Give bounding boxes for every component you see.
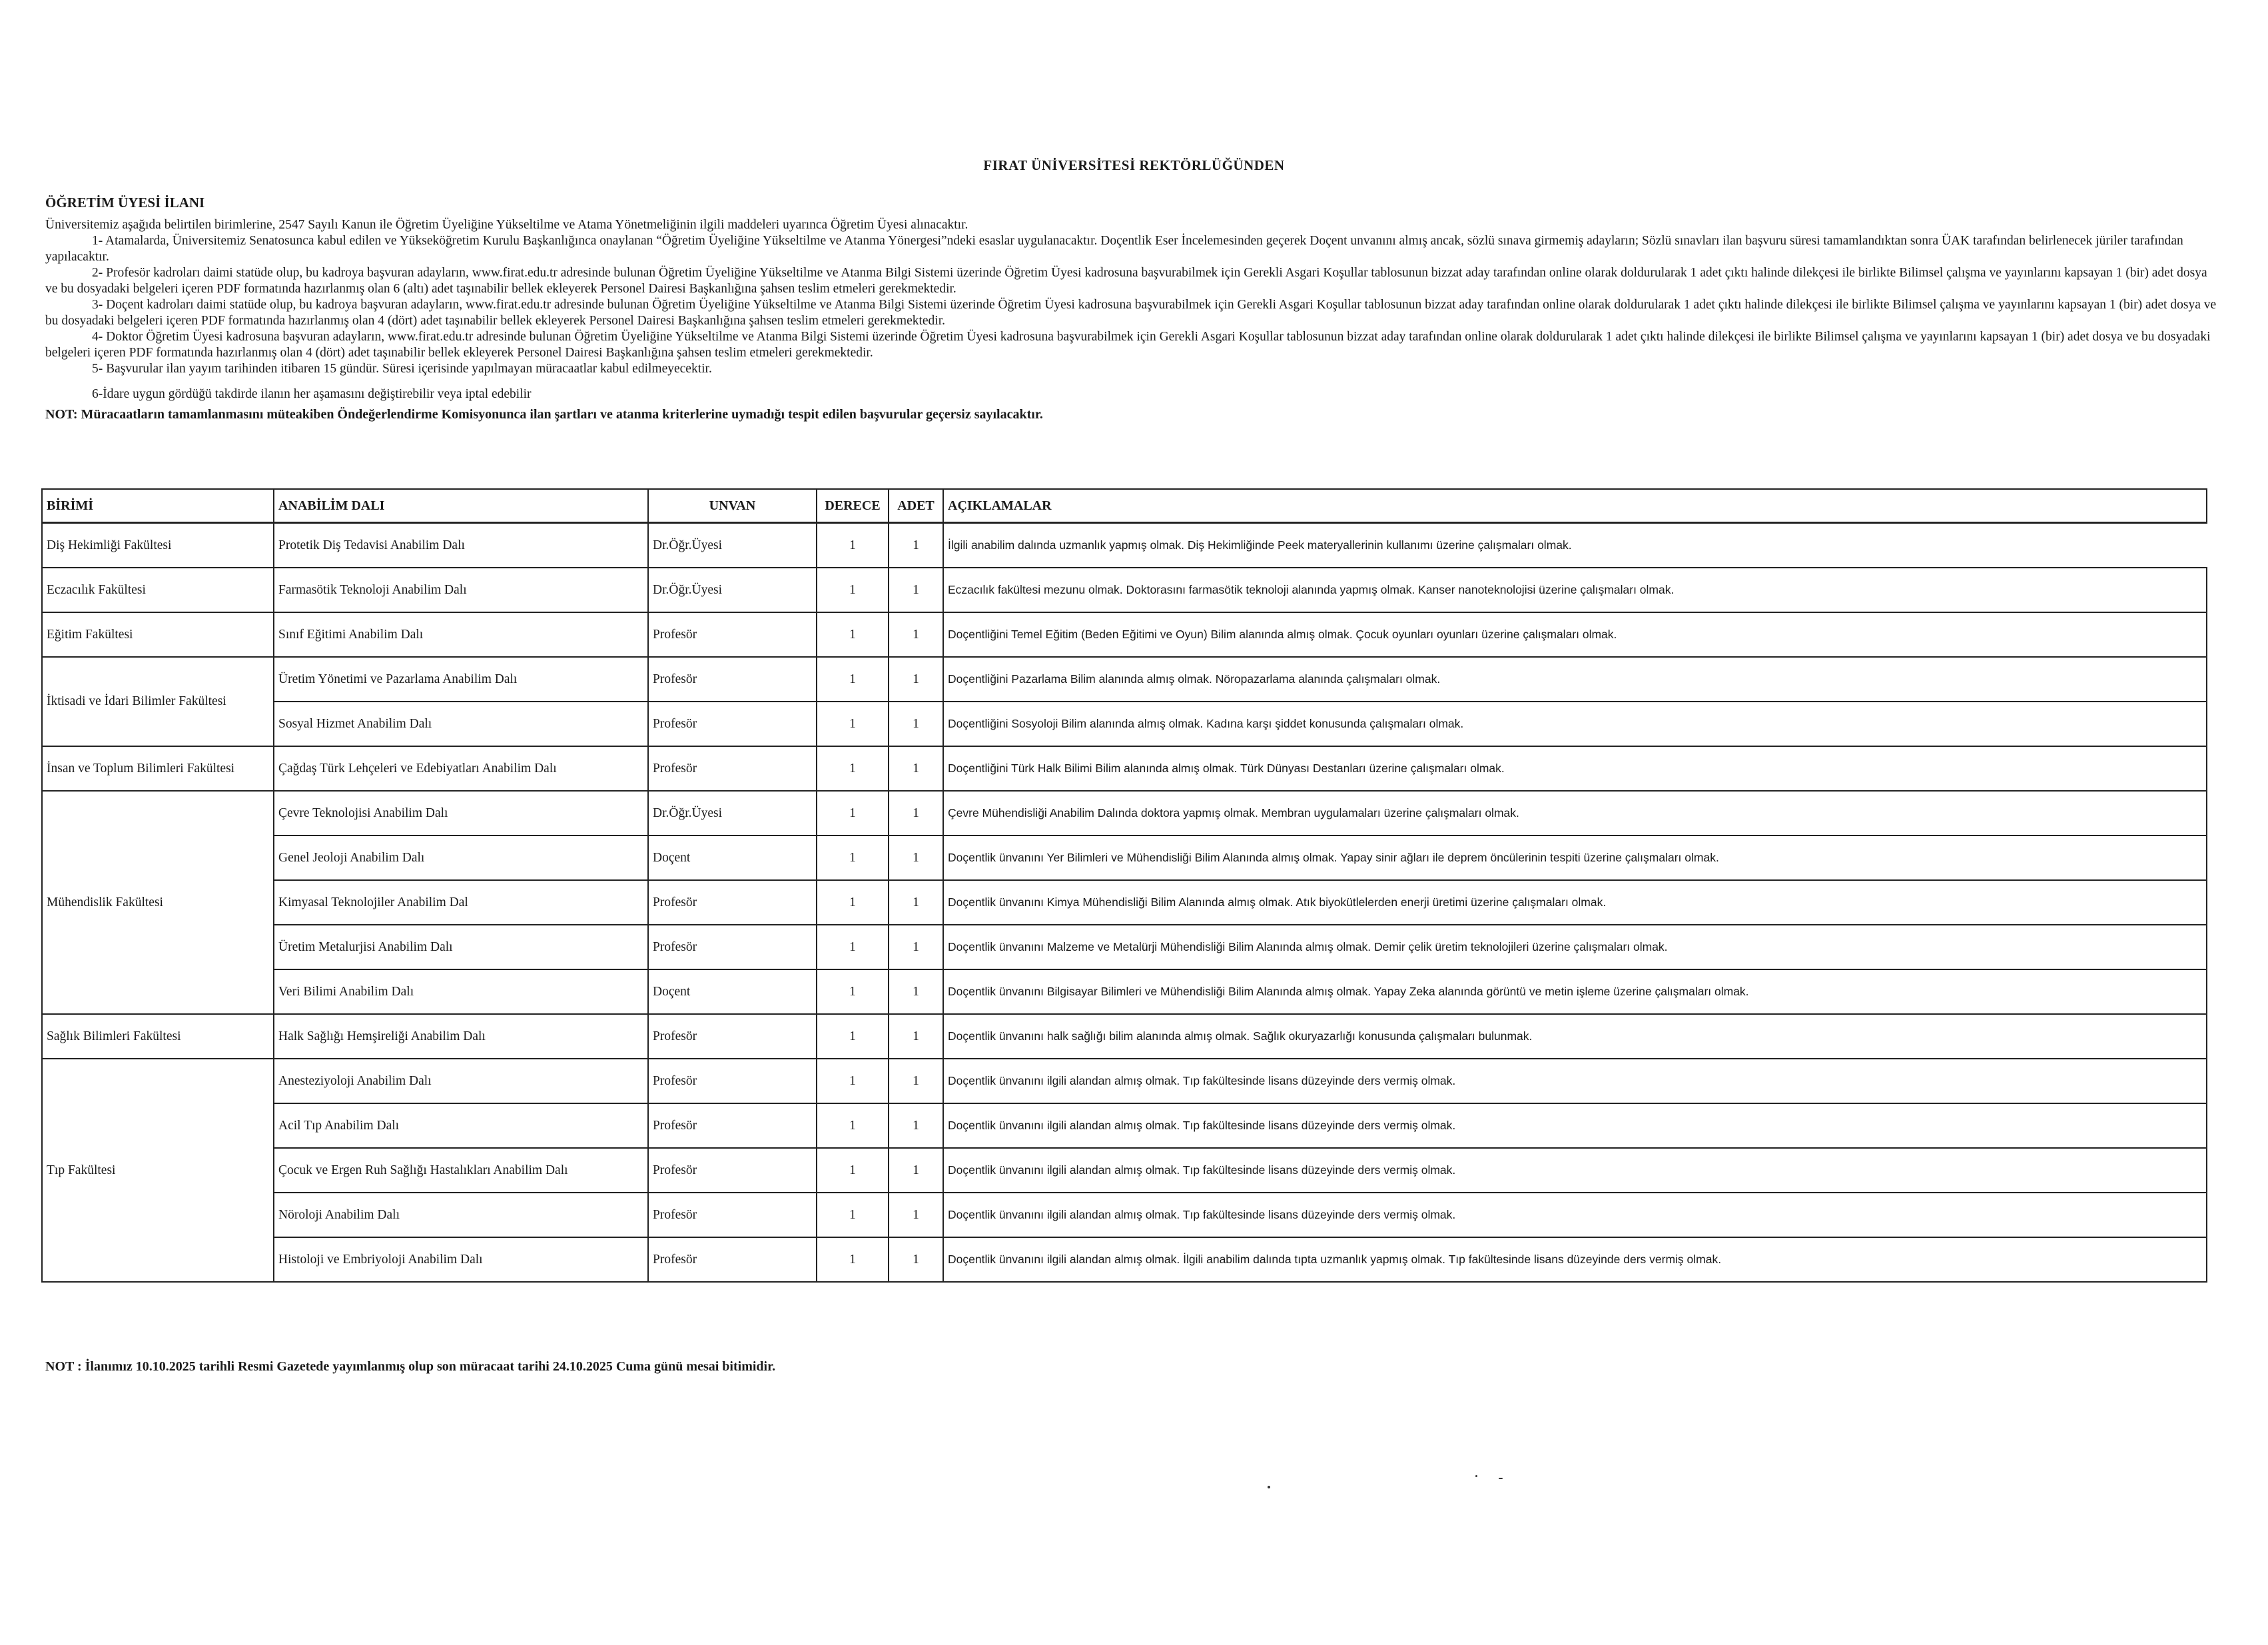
table-row [42, 925, 2207, 969]
cell-adet: 1 [889, 1103, 943, 1148]
cell-anabilim-dali: Veri Bilimi Anabilim Dalı [274, 969, 648, 1014]
table-row [42, 1059, 2207, 1103]
cell-adet: 1 [889, 702, 943, 746]
document-title: FIRAT ÜNİVERSİTESİ REKTÖRLÜĞÜNDEN [983, 157, 1285, 173]
cell-birim: Eğitim Fakültesi [42, 612, 274, 657]
cell-adet: 1 [889, 657, 943, 702]
cell-anabilim-dali: Üretim Metalurjisi Anabilim Dalı [274, 925, 648, 969]
cell-aciklama: Doçentlik ünvanını Malzeme ve Metalürji Mühendisliği Bilim Alanında almış olmak. Demir çelik üretim teknolojileri üzerine çalışmaları olmak. [943, 925, 2207, 969]
cell-birim: İktisadi ve İdari Bilimler Fakültesi [42, 657, 274, 746]
clause-4: 4- Doktor Öğretim Üyesi kadrosuna başvuran adayların, www.firat.edu.tr adresinde bulunan Öğretim Üyeliğine Yükseltilme ve Atanma Bilgi Sistemi üzerinde Öğretim Üyesi kadrosuna başvurabilmek için Gerekli Asgari Koşullar tablosunun bizzat aday tarafından online olarak doldurularak 1 adet çıktı halinde dilekçesi ile birlikte Bilimsel çalışma ve yayınlarını kapsayan 1 (bir) adet dosya ve bu dosyadaki belgeleri içeren PDF formatında hazırlanmış olan 4 (dört) adet taşınabilir bellek ekleyerek Personel Dairesi Başkanlığına şahsen teslim etmeleri gerekmektedir. [45, 330, 2211, 360]
clause-6: 6-İdare uygun gördüğü takdirde ilanın her aşamasını değiştirebilir veya iptal edebilir [92, 387, 532, 401]
cell-unvan: Profesör [648, 1237, 817, 1282]
cell-derece: 1 [817, 835, 889, 880]
announcement-heading: ÖĞRETİM ÜYESİ İLANI [45, 195, 205, 211]
cell-unvan: Profesör [648, 702, 817, 746]
cell-aciklama: Doçentlik ünvanını halk sağlığı bilim alanında almış olmak. Sağlık okuryazarlığı konusunda çalışmaları bulunmak. [943, 1014, 2207, 1059]
scan-speck [1475, 1475, 1477, 1477]
table-row [42, 568, 2207, 612]
cell-anabilim-dali: Kimyasal Teknolojiler Anabilim Dal [274, 880, 648, 925]
clause-3: 3- Doçent kadroları daimi statüde olup, bu kadroya başvuran adayların, www.firat.edu.tr adresinde bulunan Öğretim Üyeliğine Yükseltilme ve Atanma Bilgi Sistemi üzerinde Öğretim Üyesi kadrosuna başvurabilmek için Gerekli Asgari Koşullar tablosunun bizzat aday tarafından online olarak doldurularak 1 adet çıktı halinde dilekçesi ile birlikte Bilimsel çalışma ve yayınlarını kapsayan 1 (bir) adet dosya ve bu dosyadaki belgeleri içeren PDF formatında hazırlanmış olan 4 (dört) adet taşınabilir bellek ekleyerek Personel Dairesi Başkanlığına şahsen teslim etmeleri gerekmektedir. [45, 298, 2217, 328]
cell-aciklama: Doçentlik ünvanını ilgili alandan almış olmak. Tıp fakültesinde lisans düzeyinde ders vermiş olmak. [943, 1148, 2207, 1193]
cell-adet: 1 [889, 1059, 943, 1103]
cell-adet: 1 [889, 835, 943, 880]
cell-unvan: Profesör [648, 746, 817, 791]
cell-anabilim-dali: Acil Tıp Anabilim Dalı [274, 1103, 648, 1148]
cell-unvan: Profesör [648, 880, 817, 925]
cell-anabilim-dali: Çocuk ve Ergen Ruh Sağlığı Hastalıkları Anabilim Dalı [274, 1148, 648, 1193]
cell-birim: Diş Hekimliği Fakültesi [42, 523, 274, 568]
column-header-birimi: BİRİMİ [42, 489, 274, 523]
table-row [42, 612, 2207, 657]
table-row [42, 1237, 2207, 1282]
clause-1: 1- Atamalarda, Üniversitemiz Senatosunca kabul edilen ve Yükseköğretim Kurulu Başkanlığınca onaylanan “Öğretim Üyeliğine Yükseltilme ve Atanma Yönergesi”ndeki esaslar uygulanacaktır. Doçentlik Eser İncelemesinden geçerek Doçent unvanını almış ancak, sözlü sınava girmemiş adayların; Sözlü sınavları ilan başvuru süresi tamamlandıktan sonra ÜAK tarafından belirlenecek jüriler tarafından yapılacaktır. [45, 234, 2183, 264]
cell-unvan: Dr.Öğr.Üyesi [648, 791, 817, 835]
intro-lead: Üniversitemiz aşağıda belirtilen birimlerine, 2547 Sayılı Kanun ile Öğretim Üyeliğine Yükseltilme ve Atama Yönetmeliğinin ilgili maddeleri uyarınca Öğretim Üyesi alınacaktır. [45, 218, 968, 232]
cell-anabilim-dali: Çağdaş Türk Lehçeleri ve Edebiyatları Anabilim Dalı [274, 746, 648, 791]
cell-derece: 1 [817, 880, 889, 925]
cell-derece: 1 [817, 1193, 889, 1237]
positions-table-container [41, 488, 2206, 1283]
cell-unvan: Profesör [648, 1103, 817, 1148]
cell-aciklama: Doçentlik ünvanını Kimya Mühendisliği Bilim Alanında almış olmak. Atık biyokütlelerden enerji üretimi üzerine çalışmaları olmak. [943, 880, 2207, 925]
table-header-row [42, 489, 2207, 523]
cell-unvan: Dr.Öğr.Üyesi [648, 568, 817, 612]
cell-anabilim-dali: Farmasötik Teknoloji Anabilim Dalı [274, 568, 648, 612]
deadline-note: NOT : İlanımız 10.10.2025 tarihli Resmi Gazetede yayımlanmış olup son müracaat tarihi 24.10.2025 Cuma günü mesai bitimidir. [45, 1359, 776, 1374]
cell-derece: 1 [817, 1148, 889, 1193]
cell-adet: 1 [889, 925, 943, 969]
clause-2: 2- Profesör kadroları daimi statüde olup, bu kadroya başvuran adayların, www.firat.edu.tr adresinde bulunan Öğretim Üyeliğine Yükseltilme ve Atanma Bilgi Sistemi üzerinde Öğretim Üyesi kadrosuna başvurabilmek için Gerekli Asgari Koşullar tablosunun bizzat aday tarafından online olarak doldurularak 1 adet çıktı halinde dilekçesi ile birlikte Bilimsel çalışma ve yayınlarını kapsayan 1 (bir) adet dosya ve bu dosyadaki belgeleri içeren PDF formatında hazırlanmış olan 6 (altı) adet taşınabilir bellek ekleyerek Personel Dairesi Başkanlığına şahsen teslim etmeleri gerekmektedir. [45, 266, 2207, 296]
cell-aciklama: Doçentliğini Pazarlama Bilim alanında almış olmak. Nöropazarlama alanında çalışmaları olmak. [943, 657, 2207, 702]
cell-derece: 1 [817, 568, 889, 612]
cell-birim: Tıp Fakültesi [42, 1059, 274, 1282]
cell-aciklama: Çevre Mühendisliği Anabilim Dalında doktora yapmış olmak. Membran uygulamaları üzerine çalışmaları olmak. [943, 791, 2207, 835]
cell-derece: 1 [817, 523, 889, 568]
cell-aciklama: Doçentlik ünvanını ilgili alandan almış olmak. Tıp fakültesinde lisans düzeyinde ders vermiş olmak. [943, 1103, 2207, 1148]
cell-derece: 1 [817, 1103, 889, 1148]
cell-birim: İnsan ve Toplum Bilimleri Fakültesi [42, 746, 274, 791]
cell-derece: 1 [817, 746, 889, 791]
cell-adet: 1 [889, 1237, 943, 1282]
cell-adet: 1 [889, 1148, 943, 1193]
table-row [42, 746, 2207, 791]
table-row [42, 880, 2207, 925]
cell-aciklama: Doçentlik ünvanını ilgili alandan almış olmak. Tıp fakültesinde lisans düzeyinde ders vermiş olmak. [943, 1059, 2207, 1103]
cell-anabilim-dali: Çevre Teknolojisi Anabilim Dalı [274, 791, 648, 835]
cell-unvan: Profesör [648, 657, 817, 702]
cell-aciklama: İlgili anabilim dalında uzmanlık yapmış olmak. Diş Hekimliğinde Peek materyallerinin kullanımı üzerine çalışmaları olmak. [943, 523, 2207, 568]
column-header-anabilim-dali: ANABİLİM DALI [274, 489, 648, 523]
column-header-unvan: UNVAN [648, 489, 817, 523]
table-row [42, 835, 2207, 880]
cell-aciklama: Doçentlik ünvanını Yer Bilimleri ve Mühendisliği Bilim Alanında almış olmak. Yapay sinir ağları ile deprem öncülerinin tespiti üzerine çalışmaları olmak. [943, 835, 2207, 880]
table-row [42, 1148, 2207, 1193]
cell-derece: 1 [817, 1059, 889, 1103]
cell-anabilim-dali: Halk Sağlığı Hemşireliği Anabilim Dalı [274, 1014, 648, 1059]
table-row [42, 1103, 2207, 1148]
cell-anabilim-dali: Nöroloji Anabilim Dalı [274, 1193, 648, 1237]
cell-birim: Mühendislik Fakültesi [42, 791, 274, 1014]
cell-unvan: Profesör [648, 612, 817, 657]
column-header-adet: ADET [889, 489, 943, 523]
table-row [42, 969, 2207, 1014]
table-row [42, 657, 2207, 702]
cell-unvan: Doçent [648, 835, 817, 880]
cell-adet: 1 [889, 969, 943, 1014]
evaluation-note: NOT: Müracaatların tamamlanmasını müteakiben Öndeğerlendirme Komisyonunca ilan şartları ve atanma kriterlerine uymadığı tespit edilen başvurular geçersiz sayılacaktır. [45, 407, 1043, 422]
table-row [42, 1193, 2207, 1237]
cell-adet: 1 [889, 1014, 943, 1059]
table-body [42, 523, 2207, 1283]
cell-anabilim-dali: Histoloji ve Embriyoloji Anabilim Dalı [274, 1237, 648, 1282]
cell-aciklama: Doçentliğini Sosyoloji Bilim alanında almış olmak. Kadına karşı şiddet konusunda çalışmaları olmak. [943, 702, 2207, 746]
cell-anabilim-dali: Genel Jeoloji Anabilim Dalı [274, 835, 648, 880]
cell-anabilim-dali: Sınıf Eğitimi Anabilim Dalı [274, 612, 648, 657]
cell-derece: 1 [817, 969, 889, 1014]
cell-derece: 1 [817, 612, 889, 657]
cell-adet: 1 [889, 746, 943, 791]
column-header-aciklamalar: AÇIKLAMALAR [943, 489, 2207, 523]
cell-unvan: Profesör [648, 1014, 817, 1059]
table-row [42, 702, 2207, 746]
cell-aciklama: Doçentlik ünvanını Bilgisayar Bilimleri ve Mühendisliği Bilim Alanında almış olmak. Yapay Zeka alanında görüntü ve metin işleme üzerine çalışmaları olmak. [943, 969, 2207, 1014]
cell-adet: 1 [889, 791, 943, 835]
cell-adet: 1 [889, 1193, 943, 1237]
scan-speck [1499, 1478, 1503, 1479]
cell-anabilim-dali: Üretim Yönetimi ve Pazarlama Anabilim Dalı [274, 657, 648, 702]
cell-derece: 1 [817, 925, 889, 969]
cell-derece: 1 [817, 1237, 889, 1282]
positions-table [41, 488, 2207, 1283]
cell-aciklama: Doçentliğini Türk Halk Bilimi Bilim alanında almış olmak. Türk Dünyası Destanları üzerine çalışmaları olmak. [943, 746, 2207, 791]
cell-unvan: Profesör [648, 1059, 817, 1103]
cell-adet: 1 [889, 612, 943, 657]
cell-adet: 1 [889, 523, 943, 568]
cell-unvan: Dr.Öğr.Üyesi [648, 523, 817, 568]
cell-unvan: Doçent [648, 969, 817, 1014]
cell-anabilim-dali: Protetik Diş Tedavisi Anabilim Dalı [274, 523, 648, 568]
table-row [42, 523, 2207, 568]
cell-unvan: Profesör [648, 1193, 817, 1237]
cell-anabilim-dali: Sosyal Hizmet Anabilim Dalı [274, 702, 648, 746]
cell-anabilim-dali: Anesteziyoloji Anabilim Dalı [274, 1059, 648, 1103]
cell-adet: 1 [889, 568, 943, 612]
cell-birim: Sağlık Bilimleri Fakültesi [42, 1014, 274, 1059]
column-header-derece: DERECE [817, 489, 889, 523]
cell-derece: 1 [817, 1014, 889, 1059]
announcement-body [45, 217, 2217, 422]
cell-aciklama: Doçentlik ünvanını ilgili alandan almış olmak. Tıp fakültesinde lisans düzeyinde ders vermiş olmak. [943, 1193, 2207, 1237]
cell-unvan: Profesör [648, 925, 817, 969]
cell-derece: 1 [817, 702, 889, 746]
cell-aciklama: Doçentliğini Temel Eğitim (Beden Eğitimi ve Oyun) Bilim alanında almış olmak. Çocuk oyunları oyunları üzerine çalışmaları olmak. [943, 612, 2207, 657]
cell-derece: 1 [817, 657, 889, 702]
cell-unvan: Profesör [648, 1148, 817, 1193]
cell-adet: 1 [889, 880, 943, 925]
scan-speck [1268, 1486, 1270, 1488]
cell-aciklama: Eczacılık fakültesi mezunu olmak. Doktorasını farmasötik teknoloji alanında yapmış olmak. Kanser nanoteknolojisi üzerine çalışmaları olmak. [943, 568, 2207, 612]
cell-derece: 1 [817, 791, 889, 835]
clause-5: 5- Başvurular ilan yayım tarihinden itibaren 15 gündür. Süresi içerisinde yapılmayan müracaatlar kabul edilmeyecektir. [92, 362, 712, 376]
table-row [42, 1014, 2207, 1059]
cell-birim: Eczacılık Fakültesi [42, 568, 274, 612]
cell-aciklama: Doçentlik ünvanını ilgili alandan almış olmak. İlgili anabilim dalında tıpta uzmanlık yapmış olmak. Tıp fakültesinde lisans düzeyinde ders vermiş olmak. [943, 1237, 2207, 1282]
table-row [42, 791, 2207, 835]
